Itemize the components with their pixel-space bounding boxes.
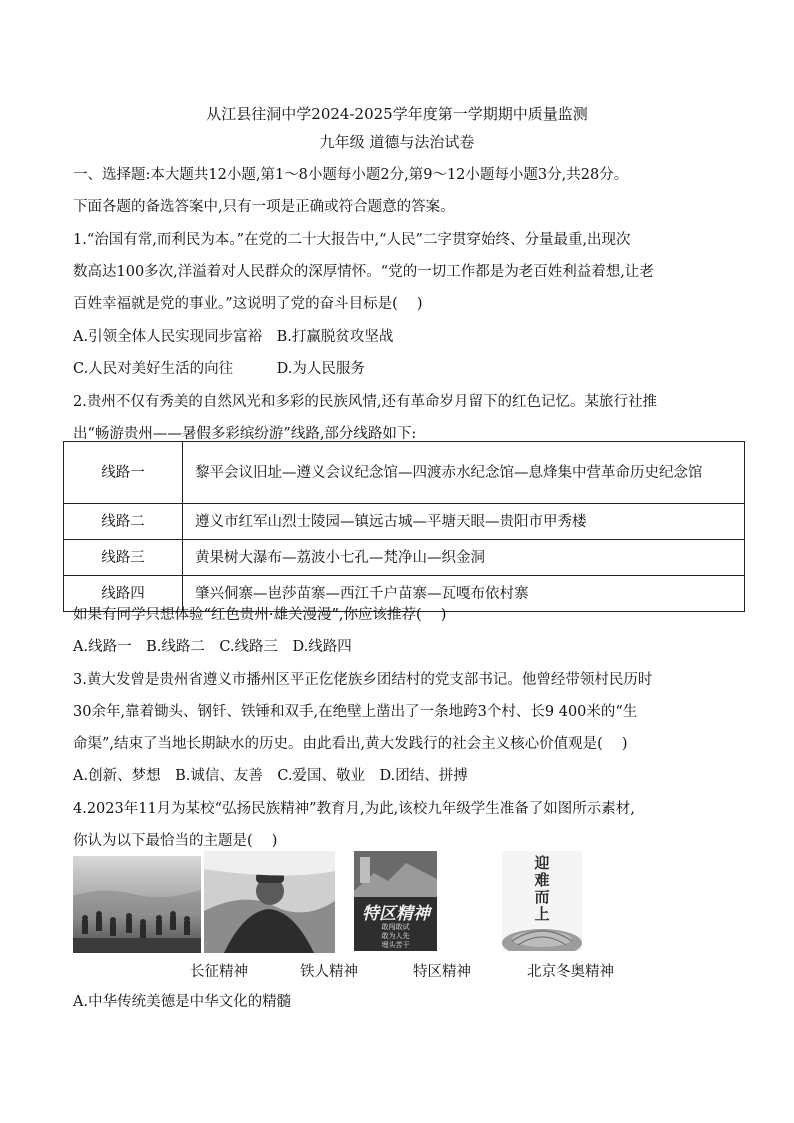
poster-char: 而 xyxy=(534,888,550,906)
caption-long-march: 长征精神 xyxy=(190,964,248,980)
poster-char: 迎 xyxy=(534,854,550,872)
route-text: 黎平会议旧址—遵义会议纪念馆—四渡赤水纪念馆—息烽集中营革命历史纪念馆 xyxy=(183,442,745,504)
exam-title: 从江县往洞中学2024-2025学年度第一学期期中质量监测 xyxy=(206,105,588,123)
route-name: 线路三 xyxy=(64,540,183,576)
route-name: 线路四 xyxy=(64,576,183,612)
caption-iron-man: 铁人精神 xyxy=(300,964,358,980)
poster-char: 上 xyxy=(534,905,550,923)
q2-options: A.线路一 B.线路二 C.线路三 D.线路四 xyxy=(73,639,352,655)
q2-line2: 出“畅游贵州——暑假多彩缤纷游”线路,部分线路如下: xyxy=(73,426,417,442)
route-name: 线路一 xyxy=(64,442,183,504)
route-text: 黄果树大瀑布—荔波小七孔—梵净山—织金洞 xyxy=(183,540,745,576)
q4-line1: 4.2023年11月为某校“弘扬民族精神”教育月,为此,该校九年级学生准备了如图所示素材, xyxy=(73,801,635,817)
q2-line1: 2.贵州不仅有秀美的自然风光和多彩的民族风情,还有革命岁月留下的红色记忆。某旅行社推 xyxy=(73,394,657,410)
table-row xyxy=(64,540,745,576)
q3-options: A.创新、梦想 B.诚信、友善 C.爱国、敬业 D.团结、拼搏 xyxy=(73,768,468,784)
table-row xyxy=(64,504,745,540)
poster-line: 敢为人先 xyxy=(381,932,410,940)
poster-title: 特区精神 xyxy=(362,904,430,924)
route-text: 肇兴侗寨—岜莎苗寨—西江千户苗寨—瓦嘎布依村寨 xyxy=(183,576,745,612)
q4-option-a: A.中华传统美德是中华文化的精髓 xyxy=(73,994,292,1010)
route-name: 线路二 xyxy=(64,504,183,540)
section-intro-line1: 一、选择题:本大题共12小题,第1～8小题每小题2分,第9～12小题每小题3分,共28分。 xyxy=(73,167,629,183)
table-row xyxy=(64,442,745,504)
caption-winter-olympics: 北京冬奥精神 xyxy=(527,964,614,980)
exam-subtitle: 九年级 道德与法治试卷 xyxy=(319,133,475,151)
q3-line3: 命渠”,结束了当地长期缺水的历史。由此看出,黄大发践行的社会主义核心价值观是( ) xyxy=(73,736,628,752)
q1-options-cd: C.人民对美好生活的向往 D.为人民服务 xyxy=(73,361,365,377)
poster-line: 埋头苦干 xyxy=(381,941,410,949)
poster-char: 难 xyxy=(534,871,550,889)
sez-spirit-poster xyxy=(354,851,437,951)
section-intro-line2: 下面各题的备选答案中,只有一项是正确或符合题意的答案。 xyxy=(73,199,455,215)
poster-line: 敢闯敢试 xyxy=(381,923,410,931)
q2-question: 如果有同学只想体验“红色贵州·雄关漫漫”,你应该推荐( ) xyxy=(73,607,447,623)
q1-line3: 百姓幸福就是党的事业。”这说明了党的奋斗目标是( ) xyxy=(73,296,423,312)
route-text: 遵义市红军山烈士陵园—镇远古城—平塘天眼—贵阳市甲秀楼 xyxy=(183,504,745,540)
q4-line2: 你认为以下最恰当的主题是( ) xyxy=(73,833,278,849)
q1-options-ab: A.引领全体人民实现同步富裕 B.打赢脱贫攻坚战 xyxy=(73,329,394,345)
winter-olympics-poster xyxy=(502,851,582,951)
iron-man-photo xyxy=(204,851,335,953)
long-march-photo xyxy=(73,856,201,953)
caption-sez: 特区精神 xyxy=(413,964,471,980)
q1-line1: 1.“治国有常,而利民为本。”在党的二十大报告中,“人民”二字贯穿始终、分量最重,出现次 xyxy=(73,232,631,248)
q3-line1: 3.黄大发曾是贵州省遵义市播州区平正仡佬族乡团结村的党支部书记。他曾经带领村民历时 xyxy=(73,672,653,688)
q1-line2: 数高达100多次,洋溢着对人民群众的深厚情怀。“党的一切工作都是为老百姓利益着想,让老 xyxy=(73,264,654,280)
routes-table xyxy=(63,441,745,612)
q3-line2: 30余年,靠着锄头、钢钎、铁锤和双手,在绝壁上凿出了一条地跨3个村、长9 400米的“生 xyxy=(73,704,638,720)
